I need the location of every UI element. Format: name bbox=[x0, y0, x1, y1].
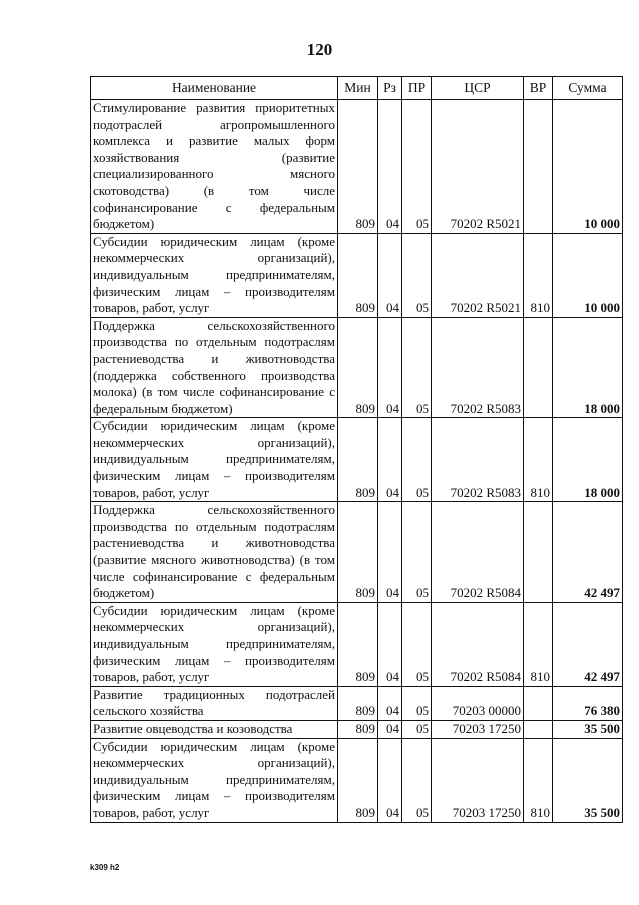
cell-csr: 70202 R5083 bbox=[432, 418, 524, 502]
cell-name: Развитие традиционных подотраслей сельского хозяйства bbox=[91, 686, 338, 720]
cell-name: Субсидии юридическим лицам (кроме некоммерческих организаций), индивидуальным предпринимателям, физическим лицам – производителям товаров, работ, услуг bbox=[91, 418, 338, 502]
table-row bbox=[91, 720, 623, 738]
cell-rz: 04 bbox=[378, 686, 402, 720]
header-name: Наименование bbox=[91, 77, 338, 100]
budget-table bbox=[90, 76, 623, 823]
cell-min: 809 bbox=[338, 720, 378, 738]
cell-vr: 810 bbox=[524, 233, 553, 317]
cell-pr: 05 bbox=[402, 720, 432, 738]
cell-csr: 70202 R5083 bbox=[432, 317, 524, 418]
cell-sum: 42 497 bbox=[553, 602, 623, 686]
cell-vr bbox=[524, 686, 553, 720]
cell-name: Поддержка сельскохозяйственного производства по отдельным подотраслям растениеводства и животноводства (развитие мясного животноводства) (в том числе софинансирование с федеральным бюджетом) bbox=[91, 502, 338, 603]
cell-vr bbox=[524, 502, 553, 603]
cell-vr bbox=[524, 317, 553, 418]
cell-vr: 810 bbox=[524, 738, 553, 822]
cell-pr: 05 bbox=[402, 100, 432, 234]
cell-sum: 10 000 bbox=[553, 233, 623, 317]
header-min: Мин bbox=[338, 77, 378, 100]
cell-rz: 04 bbox=[378, 602, 402, 686]
cell-sum: 10 000 bbox=[553, 100, 623, 234]
header-rz: Рз bbox=[378, 77, 402, 100]
cell-name: Субсидии юридическим лицам (кроме некоммерческих организаций), индивидуальным предпринимателям, физическим лицам – производителям товаров, работ, услуг bbox=[91, 738, 338, 822]
table-row bbox=[91, 100, 623, 234]
cell-min: 809 bbox=[338, 418, 378, 502]
cell-vr: 810 bbox=[524, 602, 553, 686]
cell-pr: 05 bbox=[402, 233, 432, 317]
cell-rz: 04 bbox=[378, 418, 402, 502]
cell-sum: 35 500 bbox=[553, 720, 623, 738]
cell-min: 809 bbox=[338, 738, 378, 822]
cell-name: Развитие овцеводства и козоводства bbox=[91, 720, 338, 738]
table-row bbox=[91, 738, 623, 822]
cell-rz: 04 bbox=[378, 502, 402, 603]
cell-rz: 04 bbox=[378, 233, 402, 317]
table-row bbox=[91, 686, 623, 720]
cell-sum: 76 380 bbox=[553, 686, 623, 720]
table-row bbox=[91, 418, 623, 502]
cell-name: Субсидии юридическим лицам (кроме некоммерческих организаций), индивидуальным предпринимателям, физическим лицам – производителям товаров, работ, услуг bbox=[91, 602, 338, 686]
cell-pr: 05 bbox=[402, 602, 432, 686]
cell-csr: 70202 R5021 bbox=[432, 100, 524, 234]
table-row bbox=[91, 233, 623, 317]
cell-pr: 05 bbox=[402, 502, 432, 603]
page-number: 120 bbox=[306, 40, 333, 59]
cell-pr: 05 bbox=[402, 686, 432, 720]
cell-pr: 05 bbox=[402, 418, 432, 502]
cell-sum: 42 497 bbox=[553, 502, 623, 603]
cell-min: 809 bbox=[338, 686, 378, 720]
cell-name: Поддержка сельскохозяйственного производства по отдельным подотраслям растениеводства и животноводства (поддержка собственного производства молока) (в том числе софинансирование с федеральным бюджетом) bbox=[91, 317, 338, 418]
cell-vr: 810 bbox=[524, 418, 553, 502]
cell-min: 809 bbox=[338, 317, 378, 418]
cell-csr: 70202 R5084 bbox=[432, 502, 524, 603]
cell-csr: 70203 00000 bbox=[432, 686, 524, 720]
cell-vr bbox=[524, 100, 553, 234]
cell-pr: 05 bbox=[402, 738, 432, 822]
cell-min: 809 bbox=[338, 502, 378, 603]
cell-rz: 04 bbox=[378, 738, 402, 822]
cell-sum: 18 000 bbox=[553, 418, 623, 502]
header-pr: ПР bbox=[402, 77, 432, 100]
cell-name: Стимулирование развития приоритетных подотраслей агропромышленного комплекса и развитие малых форм хозяйствования (развитие специализированного мясного скотоводства) (в том числе софинансирование с федеральным бюджетом) bbox=[91, 100, 338, 234]
document-code: k309 h2 bbox=[90, 863, 120, 872]
cell-name: Субсидии юридическим лицам (кроме некоммерческих организаций), индивидуальным предпринимателям, физическим лицам – производителям товаров, работ, услуг bbox=[91, 233, 338, 317]
cell-sum: 35 500 bbox=[553, 738, 623, 822]
cell-csr: 70203 17250 bbox=[432, 720, 524, 738]
table-row bbox=[91, 502, 623, 603]
cell-rz: 04 bbox=[378, 100, 402, 234]
cell-rz: 04 bbox=[378, 317, 402, 418]
header-vr: ВР bbox=[524, 77, 553, 100]
cell-min: 809 bbox=[338, 100, 378, 234]
cell-csr: 70203 17250 bbox=[432, 738, 524, 822]
header-csr: ЦСР bbox=[432, 77, 524, 100]
cell-min: 809 bbox=[338, 233, 378, 317]
cell-min: 809 bbox=[338, 602, 378, 686]
table-row bbox=[91, 317, 623, 418]
cell-csr: 70202 R5084 bbox=[432, 602, 524, 686]
header-sum: Сумма bbox=[553, 77, 623, 100]
cell-pr: 05 bbox=[402, 317, 432, 418]
cell-rz: 04 bbox=[378, 720, 402, 738]
cell-vr bbox=[524, 720, 553, 738]
cell-sum: 18 000 bbox=[553, 317, 623, 418]
cell-csr: 70202 R5021 bbox=[432, 233, 524, 317]
table-row bbox=[91, 602, 623, 686]
table-header-row bbox=[91, 77, 623, 100]
